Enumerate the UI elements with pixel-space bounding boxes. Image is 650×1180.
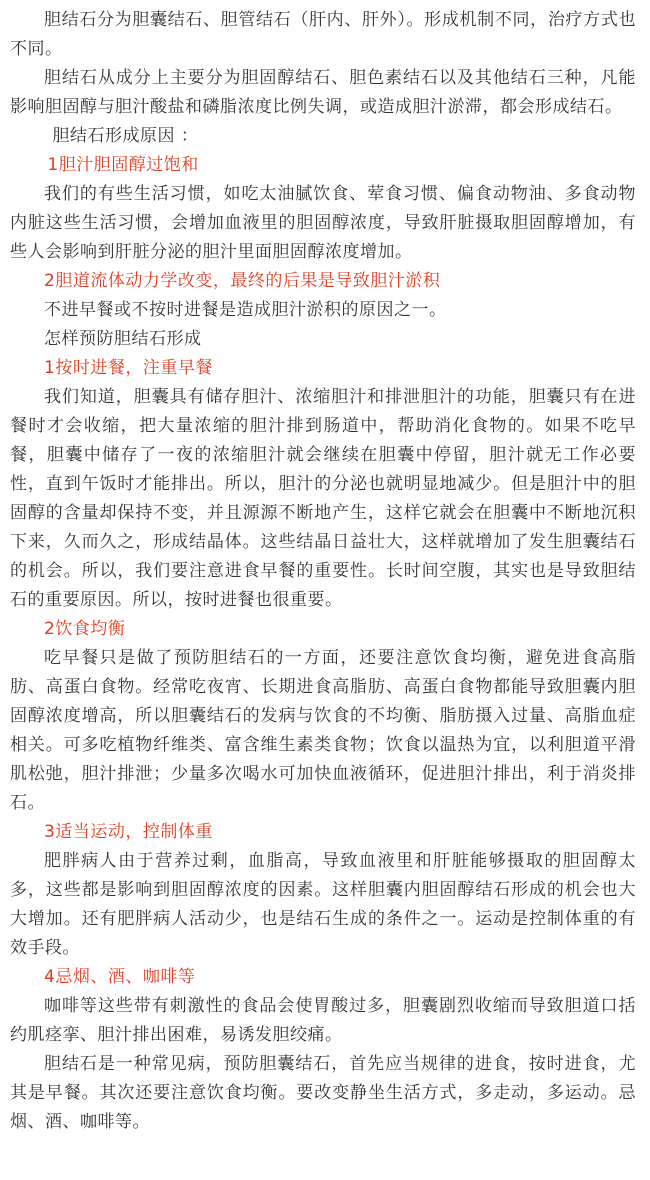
prevention-title: 怎样预防胆结石形成: [44, 329, 202, 349]
prevention-2-heading: 2饮食均衡: [44, 619, 126, 639]
prevention-1-body: 我们知道，胆囊具有储存胆汁、浓缩胆汁和排泄胆汁的功能，胆囊只有在进餐时才会收缩，把大量浓缩的胆汁排到肠道中，帮助消化食物的。如果不吃早餐，胆囊中储存了一夜的浓缩胆汁就会继续在胆囊中停留，胆汁就无工作必要性，直到午饭时才能排出。所以，胆汁的分泌也就明显地减少。但是胆汁中的胆固醇的含量却保持不变，并且源源不断地产生，这样它就会在胆囊中不断地沉积下来，久而久之，形成结晶体。这些结晶日益壮大，这样就增加了发生胆囊结石的机会。所以，我们要注意进食早餐的重要性。长时间空腹，其实也是导致胆结石的重要原因。所以，按时进餐也很重要。: [10, 387, 636, 610]
cause-1-body: 我们的有些生活习惯，如吃太油腻饮食、荤食习惯、偏食动物油、多食动物内脏这些生活习惯，会增加血液里的胆固醇浓度，导致肝脏摄取胆固醇增加，有些人会影响到肝脏分泌的胆汁里面胆固醇浓度增加。: [10, 184, 636, 262]
cause-2-heading: 2胆道流体动力学改变，最终的后果是导致胆汁淤积: [44, 271, 441, 291]
prevention-2-body: 吃早餐只是做了预防胆结石的一方面，还要注意饮食均衡，避免进食高脂肪、高蛋白食物。经常吃夜宵、长期进食高脂肪、高蛋白食物都能导致胆囊内胆固醇浓度增高，所以胆囊结石的发病与饮食的不均衡、脂肪摄入过量、高脂血症相关。可多吃植物纤维类、富含维生素类食物；饮食以温热为宜，以利胆道平滑肌松弛，胆汁排泄；少量多次喝水可加快血液循环，促进胆汁排出，利于消炎排石。: [10, 648, 636, 813]
prevention-1-heading: 1按时进餐，注重早餐: [44, 358, 213, 378]
summary-paragraph: 胆结石是一种常见病，预防胆囊结石，首先应当规律的进食，按时进食，尤其是早餐。其次还要注意饮食均衡。要改变静坐生活方式，多走动，多运动。忌烟、酒、咖啡等。: [10, 1054, 636, 1132]
causes-title: 胆结石形成原因 ：: [52, 126, 199, 146]
cause-1-heading: 1胆汁胆固醇过饱和: [47, 155, 199, 175]
intro-types-paragraph: 胆结石分为胆囊结石、胆管结石（肝内、肝外）。形成机制不同，治疗方式也不同。: [10, 10, 636, 59]
prevention-3-body: 肥胖病人由于营养过剩，血脂高，导致血液里和肝脏能够摄取的胆固醇太多，这些都是影响到胆固醇浓度的因素。这样胆囊内胆固醇结石形成的机会也大大增加。还有肥胖病人活动少，也是结石生成的条件之一。运动是控制体重的有效手段。: [10, 851, 636, 958]
prevention-4-body: 咖啡等这些带有刺激性的食品会使胃酸过多，胆囊剧烈收缩而导致胆道口括约肌痉挛、胆汁排出困难，易诱发胆绞痛。: [10, 996, 636, 1045]
prevention-3-heading: 3适当运动，控制体重: [44, 822, 213, 842]
intro-composition-paragraph: 胆结石从成分上主要分为胆固醇结石、胆色素结石以及其他结石三种，凡能影响胆固醇与胆汁酸盐和磷脂浓度比例失调，或造成胆汁淤滞，都会形成结石。: [10, 68, 636, 117]
prevention-4-heading: 4忌烟、酒、咖啡等: [44, 967, 196, 987]
cause-2-body: 不进早餐或不按时进餐是造成胆汁淤积的原因之一。: [44, 300, 447, 320]
